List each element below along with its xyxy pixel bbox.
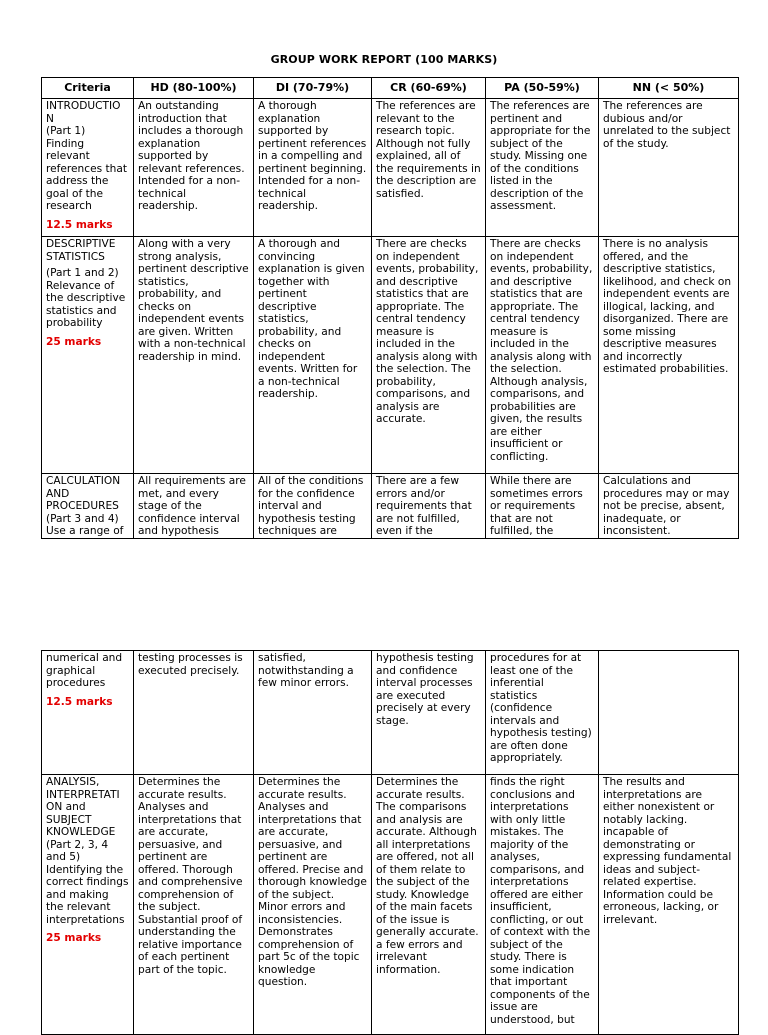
criteria-title: CALCULATION AND PROCEDURES [46,475,121,512]
criteria-description: (Part 1) Finding relevant references that address the goal of the research [46,125,127,212]
cell-di: A thorough and convincing explanation is given together with pertinent descriptive statistics, probability, and checks on independent events. Written for a non-technical readership. [254,237,372,474]
header-nn: NN (< 50%) [599,78,739,99]
cell-di: satisfied, notwithstanding a few minor errors. [254,651,372,775]
rubric-table-top [41,77,739,539]
header-cr: CR (60-69%) [372,78,486,99]
criteria-cell-calculation [42,474,134,539]
criteria-marks: 12.5 marks [46,695,113,708]
criteria-title: ANALYSIS, INTERPRETATI ON and SUBJECT KNOWLEDGE [46,776,120,838]
header-criteria: Criteria [42,78,134,99]
criteria-title: DESCRIPTIVE STATISTICS [46,238,116,263]
criteria-cell-calculation-continued [42,651,134,775]
criteria-description: (Part 1 and 2) Relevance of the descriptive statistics and probability [46,267,126,329]
criteria-description: (Part 3 and 4) Use a range of [46,512,124,537]
criteria-cell-descriptive [42,237,134,474]
cell-pa: finds the right conclusions and interpretations with only little mistakes. The majority of the analyses, comparisons, and interpretations offered are either insufficient, conflicting, or out of context with the subject of the study. There is some indication that important components of the issue are understood, but [486,775,599,1035]
cell-hd: Determines the accurate results. Analyses and interpretations that are accurate, persuasive, and pertinent are offered. Thorough and comprehensive comprehension of the subject. Substantial proof of understanding the relative importance of each pertinent part of the topic. [134,775,254,1035]
cell-hd: Along with a very strong analysis, pertinent descriptive statistics, probability, and checks on independent events are given. Written with a non-technical readership in mind. [134,237,254,474]
rubric-table-bottom [41,650,739,1035]
cell-cr: hypothesis testing and confidence interval processes are executed precisely at every stage. [372,651,486,775]
cell-pa: The references are pertinent and appropriate for the subject of the study. Missing one of the conditions listed in the description of the assessment. [486,99,599,237]
cell-di: Determines the accurate results. Analyses and interpretations that are accurate, persuasive, and pertinent are offered. Precise and thorough knowledge of the subject. Minor errors and inconsistencies. Demonstrates comprehension of part 5c of the topic knowledge question. [254,775,372,1035]
report-title: GROUP WORK REPORT (100 MARKS) [270,53,498,66]
criteria-description: (Part 2, 3, 4 and 5) Identifying the correct findings and making the relevant interpretations [46,838,129,926]
cell-nn [599,651,739,775]
cell-nn: The references are dubious and/or unrelated to the subject of the study. [599,99,739,237]
header-row [42,78,739,99]
cell-cr: There are a few errors and/or requirements that are not fulfilled, even if the [372,474,486,539]
cell-nn: The results and interpretations are either nonexistent or notably lacking. incapable of demonstrating or expressing fundamental ideas and subject-related expertise. Information could be erroneous, lacking, or irrelevant. [599,775,739,1035]
cell-hd: testing processes is executed precisely. [134,651,254,775]
criteria-title: INTRODUCTIO N [46,100,121,125]
criteria-cell-analysis [42,775,134,1035]
cell-pa: procedures for at least one of the inferential statistics (confidence intervals and hypothesis testing) are often done appropriately. [486,651,599,775]
cell-hd: An outstanding introduction that includes a thorough explanation supported by relevant references. Intended for a non-technical readership. [134,99,254,237]
cell-nn: Calculations and procedures may or may not be precise, absent, inadequate, or inconsistent. [599,474,739,539]
cell-cr: There are checks on independent events, probability, and descriptive statistics that are appropriate. The central tendency measure is included in the analysis along with the selection. The probability, comparisons, and analysis are accurate. [372,237,486,474]
cell-di: A thorough explanation supported by pertinent references in a compelling and pertinent beginning. Intended for a non-technical readership. [254,99,372,237]
header-di: DI (70-79%) [254,78,372,99]
cell-cr: The references are relevant to the research topic. Although not fully explained, all of the requirements in the description are satisfied. [372,99,486,237]
header-pa: PA (50-59%) [486,78,599,99]
table-row [42,651,739,775]
table-row [42,474,739,539]
table-row [42,237,739,474]
cell-nn: There is no analysis offered, and the descriptive statistics, likelihood, and check on independent events are illogical, lacking, and disorganized. There are some missing descriptive measures and incorrectly estimated probabilities. [599,237,739,474]
criteria-marks: 12.5 marks [46,218,113,231]
cell-pa: There are checks on independent events, probability, and descriptive statistics that are appropriate. The central tendency measure is included in the analysis along with the selection. Although analysis, comparisons, and probabilities are given, the results are either insufficient or conflicting. [486,237,599,474]
criteria-description: numerical and graphical procedures [46,652,123,689]
header-hd: HD (80-100%) [134,78,254,99]
table-row [42,99,739,237]
criteria-marks: 25 marks [46,932,102,944]
cell-hd: All requirements are met, and every stage of the confidence interval and hypothesis [134,474,254,539]
criteria-marks: 25 marks [46,335,102,348]
criteria-cell-introduction [42,99,134,237]
cell-di: All of the conditions for the confidence interval and hypothesis testing techniques are [254,474,372,539]
cell-cr: Determines the accurate results. The comparisons and analysis are accurate. Although all interpretations are offered, not all of them relate to the subject of the study. Knowledge of the main facets of the issue is generally accurate. a few errors and irrelevant information. [372,775,486,1035]
table-row [42,775,739,1035]
cell-pa: While there are sometimes errors or requirements that are not fulfilled, the [486,474,599,539]
